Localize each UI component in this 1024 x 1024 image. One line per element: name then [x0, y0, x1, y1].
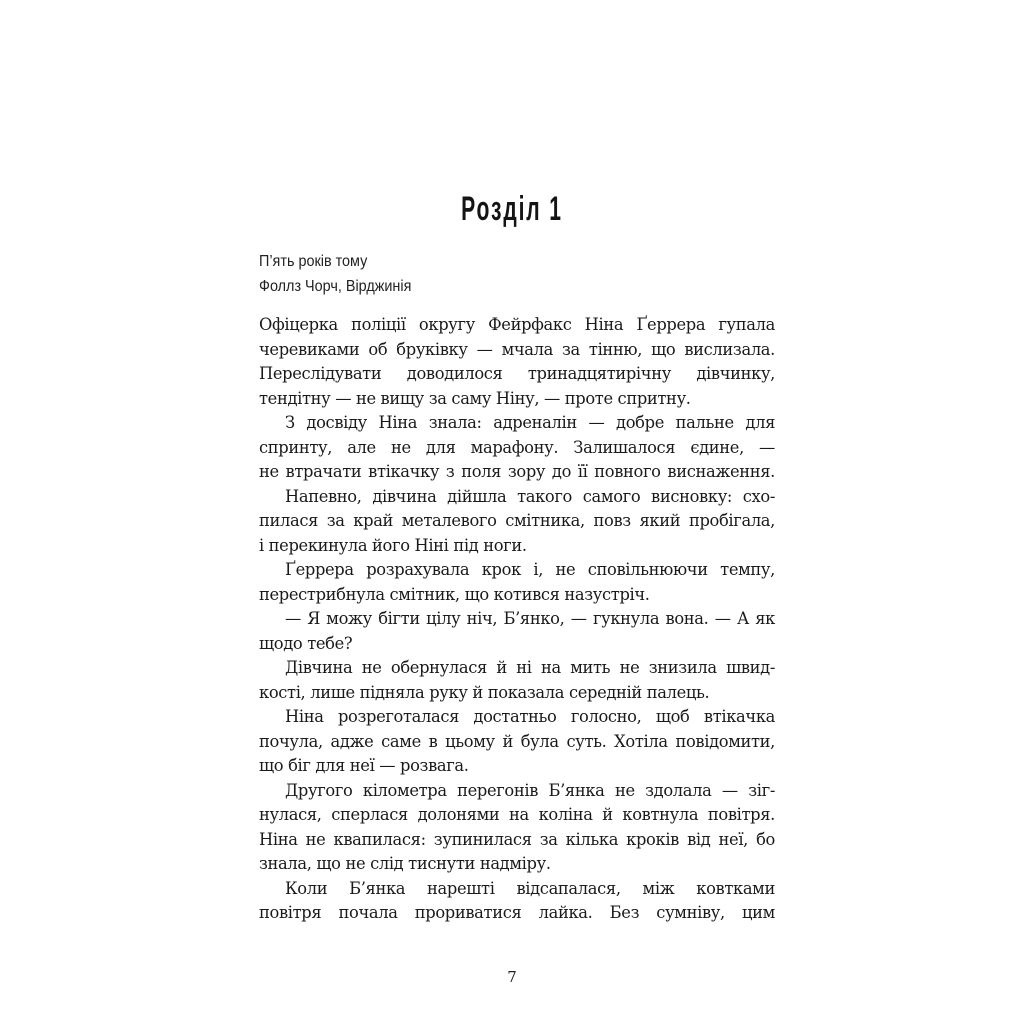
time-caption: П’ять років тому — [259, 253, 368, 270]
place-caption: Фоллз Чорч, Вірджинія — [259, 277, 412, 295]
text-line: перестрибнула смітник, що котився назустріч. — [259, 584, 650, 604]
text-line: Напевно, дівчина дійшла такого самого висновку: схо- — [285, 486, 775, 506]
text-line: спринту, але не для марафону. Залишалося єдине, — — [259, 437, 775, 457]
text-line: почула, адже саме в цьому й була суть. Хотіла повідомити, — [259, 731, 775, 751]
text-line: Дівчина не обернулася й ні на мить не знизила швид- — [285, 658, 775, 677]
text-line: і перекинула його Ніні під ноги. — [259, 535, 527, 555]
text-line: повітря почала прориватися лайка. Без сумніву, цим — [259, 903, 775, 922]
text-line: знала, що не слід тиснути надміру. — [259, 854, 551, 873]
text-line: Другого кілометра перегонів Б’янка не здолала — зіг- — [285, 780, 775, 800]
page-number: 7 — [507, 968, 517, 986]
text-line: черевиками об бруківку — мчала за тінню, що вислизала. — [259, 339, 775, 359]
text-line: щодо тебе? — [259, 633, 353, 653]
text-line: кості, лише підняла руку й показала середній палець. — [259, 682, 710, 702]
text-line: Офіцерка поліції округу Фейрфакс Ніна Ґеррера гупала — [259, 315, 775, 334]
text-line: тендітну — не вищу за саму Ніну, — проте спритну. — [259, 388, 691, 408]
text-line: що біг для неї — розвага. — [259, 756, 469, 775]
text-line: пилася за край металевого смітника, повз який пробігала, — [259, 511, 775, 530]
text-line: Коли Б’янка нарешті відсапалася, між ковтками — [285, 878, 775, 898]
text-line: не втрачати втікачку з поля зору до її повного виснаження. — [259, 462, 775, 481]
text-line: Ніна не квапилася: зупинилася за кілька кроків від неї, бо — [259, 829, 775, 849]
text-line: Переслідувати доводилося тринадцятирічну дівчинку, — [259, 364, 775, 383]
text-line: — Я можу бігти цілу ніч, Б’янко, — гукнула вона. — А як — [285, 609, 775, 628]
text-line: З досвіду Ніна знала: адреналін — добре пальне для — [285, 413, 775, 432]
text-line: нулася, сперлася долонями на коліна й ковтнула повітря. — [259, 805, 775, 824]
text-line: Ніна розреготалася достатньо голосно, щоб втікачка — [285, 707, 775, 726]
chapter-title: Розділ 1 — [461, 190, 563, 228]
body-text — [259, 313, 775, 926]
text-line: Ґеррера розрахувала крок і, не сповільнюючи темпу, — [285, 560, 775, 579]
chapter-epigraph — [259, 250, 727, 299]
